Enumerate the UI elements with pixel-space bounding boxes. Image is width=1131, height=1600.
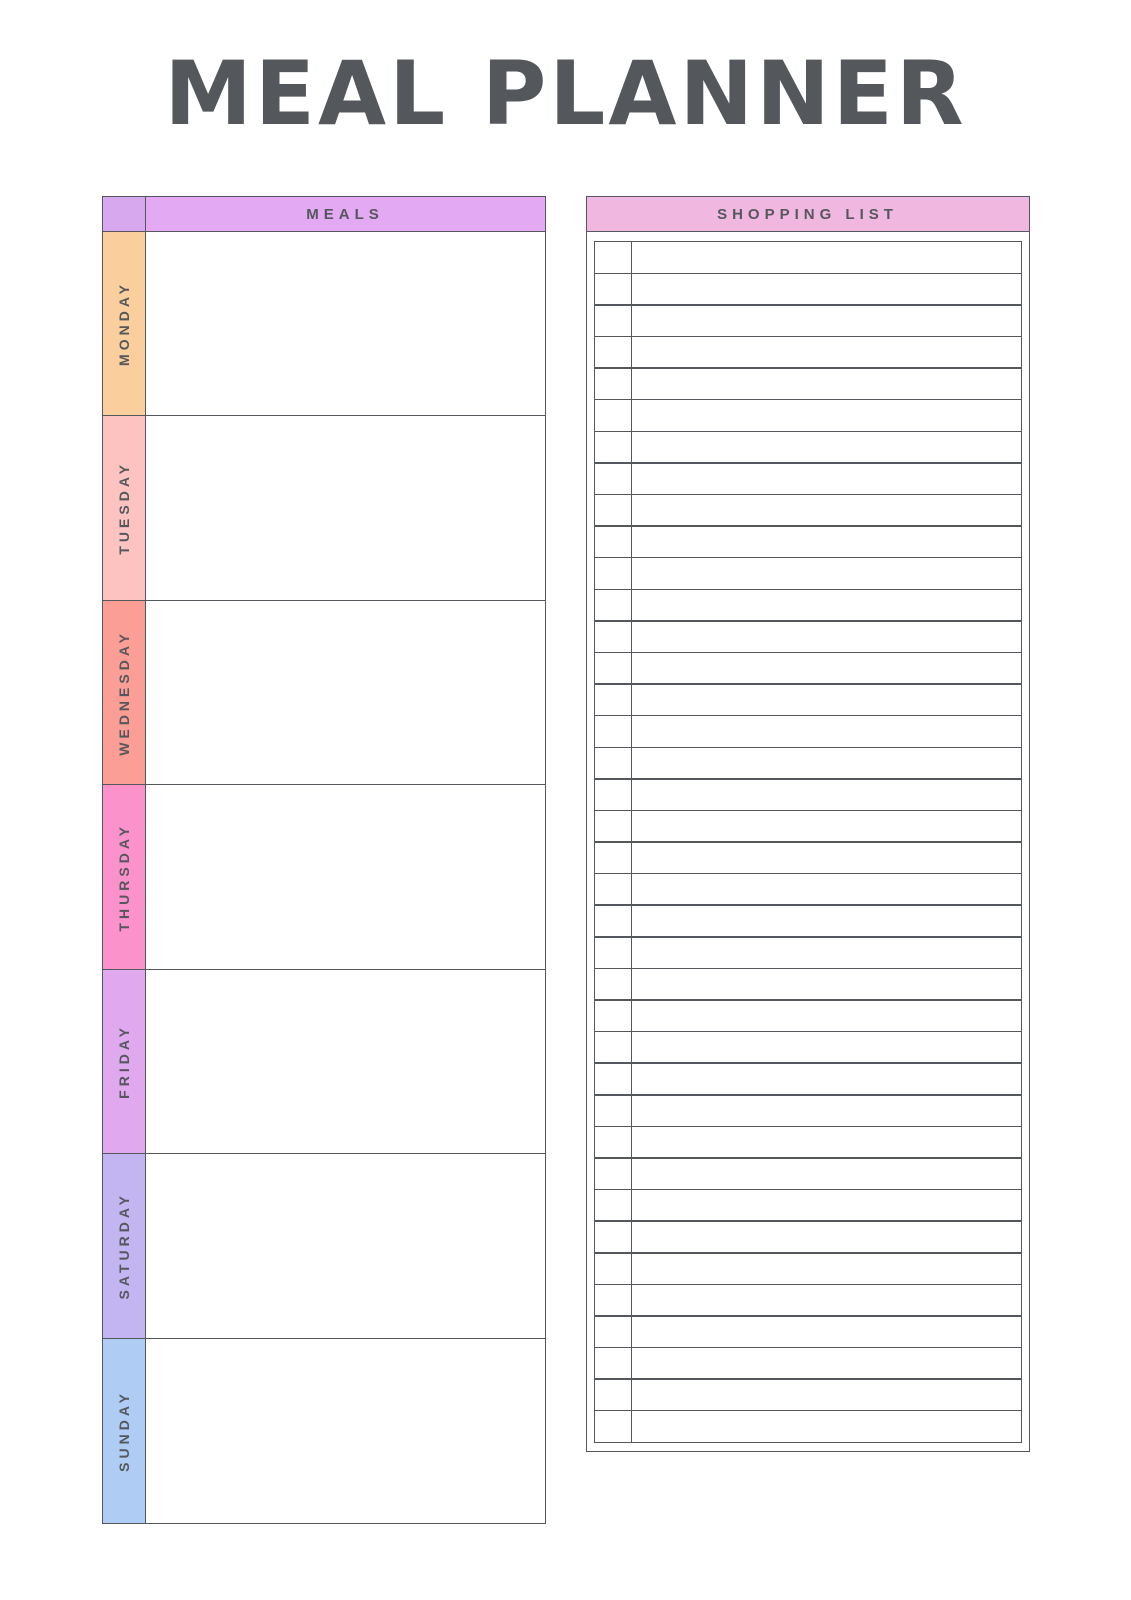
shopping-item-input[interactable] [632,999,1022,1032]
day-label-monday [102,231,146,417]
shopping-item-checkbox[interactable] [594,304,632,337]
shopping-list-row [594,1315,1022,1348]
day-label-friday [102,969,146,1155]
shopping-list-row [594,715,1022,748]
shopping-item-checkbox[interactable] [594,525,632,558]
shopping-item-input[interactable] [632,1347,1022,1380]
shopping-item-input[interactable] [632,1126,1022,1159]
shopping-item-checkbox[interactable] [594,1157,632,1190]
planner-columns [0,196,1131,1524]
meal-entry-monday[interactable] [146,231,546,417]
meal-entry-tuesday[interactable] [146,415,546,601]
shopping-list-row [594,778,1022,811]
shopping-item-checkbox[interactable] [594,873,632,906]
shopping-item-checkbox[interactable] [594,620,632,653]
day-label-text-friday: FRIDAY [115,1024,132,1099]
shopping-item-checkbox[interactable] [594,810,632,843]
shopping-item-input[interactable] [632,1062,1022,1095]
shopping-list-row [594,1094,1022,1127]
shopping-item-input[interactable] [632,1378,1022,1411]
shopping-item-checkbox[interactable] [594,1094,632,1127]
shopping-item-input[interactable] [632,589,1022,622]
day-label-text-tuesday: TUESDAY [115,461,132,555]
shopping-list-row [594,1157,1022,1190]
shopping-item-checkbox[interactable] [594,1031,632,1064]
day-label-text-saturday: SATURDAY [115,1192,132,1300]
shopping-item-checkbox[interactable] [594,683,632,716]
shopping-item-checkbox[interactable] [594,1252,632,1285]
day-label-thursday [102,784,146,970]
shopping-list-row [594,525,1022,558]
meal-entry-thursday[interactable] [146,784,546,970]
meal-entry-wednesday[interactable] [146,600,546,786]
shopping-item-input[interactable] [632,399,1022,432]
meals-header-label: MEALS [146,196,546,232]
shopping-item-input[interactable] [632,304,1022,337]
shopping-item-input[interactable] [632,1189,1022,1222]
shopping-item-checkbox[interactable] [594,462,632,495]
shopping-item-checkbox[interactable] [594,1189,632,1222]
shopping-item-input[interactable] [632,1094,1022,1127]
shopping-item-checkbox[interactable] [594,652,632,685]
shopping-list-row [594,557,1022,590]
shopping-list-row [594,336,1022,369]
shopping-item-input[interactable] [632,778,1022,811]
shopping-item-input[interactable] [632,841,1022,874]
shopping-item-checkbox[interactable] [594,715,632,748]
shopping-list-row [594,494,1022,527]
shopping-list-row [594,1284,1022,1317]
shopping-item-input[interactable] [632,367,1022,400]
meals-section [102,196,546,1524]
shopping-item-checkbox[interactable] [594,778,632,811]
shopping-item-checkbox[interactable] [594,1284,632,1317]
day-row-tuesday [102,415,546,601]
shopping-item-input[interactable] [632,494,1022,527]
shopping-list-row [594,1031,1022,1064]
shopping-item-input[interactable] [632,1252,1022,1285]
shopping-list-row [594,936,1022,969]
shopping-list-row [594,841,1022,874]
shopping-item-checkbox[interactable] [594,999,632,1032]
shopping-item-checkbox[interactable] [594,968,632,1001]
shopping-list-section [586,196,1030,1524]
shopping-item-checkbox[interactable] [594,241,632,274]
shopping-item-input[interactable] [632,652,1022,685]
day-label-text-wednesday: WEDNESDAY [115,629,132,756]
day-label-wednesday [102,600,146,786]
shopping-item-checkbox[interactable] [594,1347,632,1380]
meal-entry-friday[interactable] [146,969,546,1155]
shopping-item-checkbox[interactable] [594,1062,632,1095]
shopping-item-checkbox[interactable] [594,399,632,432]
shopping-list-row [594,1062,1022,1095]
shopping-item-input[interactable] [632,1315,1022,1348]
shopping-item-input[interactable] [632,620,1022,653]
shopping-list-row [594,1189,1022,1222]
shopping-list-row [594,747,1022,780]
shopping-list-row [594,589,1022,622]
shopping-item-checkbox[interactable] [594,336,632,369]
day-row-monday [102,231,546,417]
shopping-list-row [594,968,1022,1001]
shopping-list-row [594,810,1022,843]
shopping-list-row [594,241,1022,274]
shopping-list-row [594,683,1022,716]
shopping-list-row [594,1252,1022,1285]
shopping-item-checkbox[interactable] [594,589,632,622]
shopping-list-row [594,462,1022,495]
shopping-item-input[interactable] [632,336,1022,369]
day-row-sunday [102,1338,546,1524]
shopping-item-checkbox[interactable] [594,273,632,306]
shopping-item-input[interactable] [632,904,1022,937]
shopping-list-row [594,904,1022,937]
meal-entry-saturday[interactable] [146,1153,546,1339]
shopping-list-row [594,1410,1022,1443]
shopping-list-row [594,652,1022,685]
shopping-list-row [594,304,1022,337]
shopping-item-checkbox[interactable] [594,936,632,969]
shopping-item-input[interactable] [632,557,1022,590]
day-label-sunday [102,1338,146,1524]
day-row-friday [102,969,546,1155]
day-label-text-monday: MONDAY [115,281,132,366]
shopping-item-input[interactable] [632,810,1022,843]
shopping-item-input[interactable] [632,431,1022,464]
shopping-list-row [594,1347,1022,1380]
day-row-saturday [102,1153,546,1339]
shopping-item-checkbox[interactable] [594,1126,632,1159]
shopping-list-row [594,367,1022,400]
shopping-item-checkbox[interactable] [594,1410,632,1443]
meals-header-row [102,196,546,232]
shopping-list-row [594,999,1022,1032]
shopping-list-row [594,1220,1022,1253]
shopping-list-row [594,1126,1022,1159]
day-row-thursday [102,784,546,970]
day-label-text-thursday: THURSDAY [115,822,132,932]
shopping-item-checkbox[interactable] [594,367,632,400]
day-row-wednesday [102,600,546,786]
page-title: MEAL PLANNER [164,42,967,145]
shopping-item-checkbox[interactable] [594,431,632,464]
shopping-item-checkbox[interactable] [594,557,632,590]
shopping-item-input[interactable] [632,525,1022,558]
shopping-item-checkbox[interactable] [594,1220,632,1253]
shopping-list-row [594,873,1022,906]
shopping-list-header-label: SHOPPING LIST [586,196,1030,232]
day-label-saturday [102,1153,146,1339]
day-label-text-sunday: SUNDAY [115,1389,132,1472]
shopping-item-input[interactable] [632,747,1022,780]
shopping-item-checkbox[interactable] [594,841,632,874]
shopping-item-input[interactable] [632,683,1022,716]
meals-header-spacer [102,196,146,232]
shopping-item-input[interactable] [632,715,1022,748]
shopping-item-checkbox[interactable] [594,1378,632,1411]
shopping-item-input[interactable] [632,1031,1022,1064]
shopping-list-row [594,273,1022,306]
shopping-list-rows [586,232,1030,1452]
shopping-list-row [594,620,1022,653]
shopping-item-checkbox[interactable] [594,494,632,527]
shopping-item-input[interactable] [632,1410,1022,1443]
shopping-item-input[interactable] [632,273,1022,306]
shopping-item-input[interactable] [632,936,1022,969]
shopping-item-checkbox[interactable] [594,904,632,937]
shopping-item-input[interactable] [632,968,1022,1001]
shopping-item-input[interactable] [632,1220,1022,1253]
shopping-item-input[interactable] [632,462,1022,495]
day-label-tuesday [102,415,146,601]
shopping-item-checkbox[interactable] [594,747,632,780]
shopping-list-row [594,1378,1022,1411]
shopping-item-input[interactable] [632,1284,1022,1317]
shopping-item-checkbox[interactable] [594,1315,632,1348]
shopping-item-input[interactable] [632,1157,1022,1190]
shopping-item-input[interactable] [632,241,1022,274]
meal-entry-sunday[interactable] [146,1338,546,1524]
shopping-item-input[interactable] [632,873,1022,906]
shopping-list-row [594,431,1022,464]
shopping-list-row [594,399,1022,432]
